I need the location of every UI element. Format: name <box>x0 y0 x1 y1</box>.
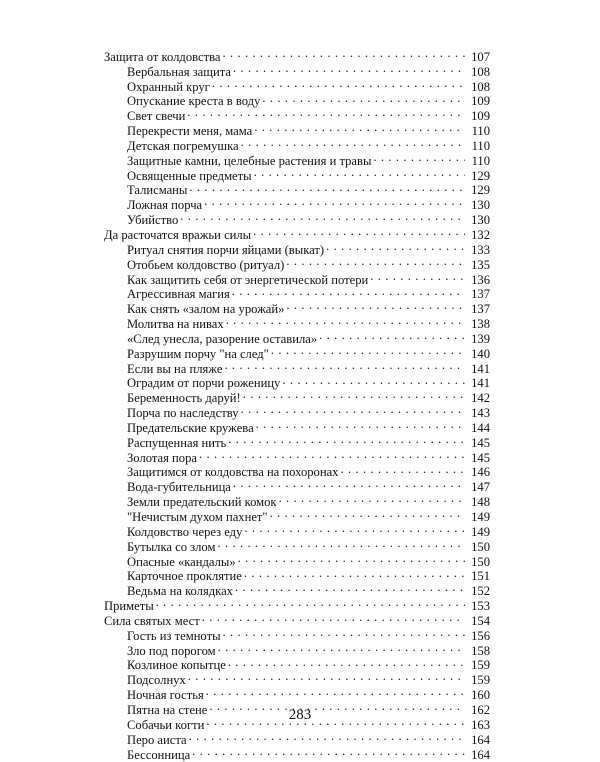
dot-leader <box>228 655 465 670</box>
toc-entry-page: 164 <box>465 748 490 762</box>
toc-entry-page: 150 <box>465 555 490 570</box>
toc-entry-title: Порча по наследству <box>127 406 241 421</box>
dot-leader <box>370 269 465 284</box>
dot-leader <box>156 595 465 610</box>
toc-entry-title: Опасные «кандалы» <box>127 555 238 570</box>
dot-leader <box>244 566 465 581</box>
toc-entry-page: 162 <box>465 703 490 718</box>
toc-entry-title: Отобьем колдовство (ритуал) <box>127 258 286 273</box>
toc-entry-page: 145 <box>465 436 490 451</box>
toc-entry-title: Как защитить себя от энергетической потери <box>127 273 370 288</box>
toc-entry-page: 139 <box>465 332 490 347</box>
toc-entry-title: Бутылка со злом <box>127 540 217 555</box>
toc-entry-title: Пятна на стене <box>127 703 209 718</box>
dot-leader <box>243 387 465 402</box>
dot-leader <box>204 194 465 209</box>
toc-entry-title: Защита от колдовства <box>104 50 222 65</box>
dot-leader <box>188 669 465 684</box>
toc-entry-title: Карточное проклятие <box>127 569 244 584</box>
toc-entry-page: 110 <box>465 154 490 169</box>
toc-entry-title: Да расточатся вражьи силы <box>104 228 253 243</box>
toc-entry-title: Молитва на нивах <box>127 317 226 332</box>
toc-entry-page: 140 <box>465 347 490 362</box>
dot-leader <box>218 640 465 655</box>
toc-entry-title: Золотая пора <box>127 451 199 466</box>
toc-entry-page: 148 <box>465 495 490 510</box>
toc-entry-page: 158 <box>465 644 490 659</box>
dot-leader <box>241 135 465 150</box>
toc-entry-page: 130 <box>465 213 490 228</box>
dot-leader <box>192 744 465 759</box>
dot-leader <box>279 491 465 506</box>
toc-entry-page: 135 <box>465 258 490 273</box>
dot-leader <box>233 61 465 76</box>
toc-entry-page: 137 <box>465 287 490 302</box>
dot-leader <box>286 254 465 269</box>
toc-entry-page: 129 <box>465 169 490 184</box>
toc-entry-page: 152 <box>465 584 490 599</box>
dot-leader <box>180 209 465 224</box>
dot-leader <box>340 462 465 477</box>
dot-leader <box>228 432 465 447</box>
dot-leader <box>212 76 465 91</box>
toc-entry-page: 132 <box>465 228 490 243</box>
toc-entry-title: Перекрести меня, мама <box>127 124 254 139</box>
toc-entry-title: Вода-губительница <box>127 480 233 495</box>
dot-leader <box>282 373 465 388</box>
dot-leader <box>226 313 465 328</box>
dot-leader <box>286 298 465 313</box>
dot-leader <box>254 120 465 135</box>
toc-entry-page: 110 <box>465 124 490 139</box>
toc-entry-title: Гость из темноты <box>127 629 223 644</box>
page-number: 283 <box>0 707 600 724</box>
dot-leader <box>233 476 465 491</box>
toc-entry-title: Сила святых мест <box>104 614 202 629</box>
dot-leader <box>256 417 465 432</box>
toc-entry-page: 109 <box>465 94 490 109</box>
toc-entry-page: 136 <box>465 273 490 288</box>
toc-entry-title: Ночная гостья <box>127 688 206 703</box>
toc-entry-page: 164 <box>465 733 490 748</box>
toc-entry-title: Свет свечи <box>127 109 187 124</box>
toc-entry-page: 153 <box>465 599 490 614</box>
toc-entry-title: Оградим от порчи роженицу <box>127 376 282 391</box>
dot-leader <box>238 551 465 566</box>
toc-entry-title: Разрушим порчу "на след" <box>127 347 271 362</box>
toc-section <box>104 46 490 61</box>
dot-leader <box>222 46 465 61</box>
toc-entry-title: Охранный круг <box>127 80 212 95</box>
toc-entry-page: 141 <box>465 376 490 391</box>
toc-entry-title: "Нечистым духом пахнет" <box>127 510 270 525</box>
dot-leader <box>187 105 465 120</box>
toc-entry-page: 146 <box>465 465 490 480</box>
dot-leader <box>271 343 465 358</box>
toc-entry-page: 107 <box>465 50 490 65</box>
toc-entry-page: 130 <box>465 198 490 213</box>
toc-entry-title: Талисманы <box>127 183 189 198</box>
toc-entry-title: Агрессивная магия <box>127 287 232 302</box>
toc-entry-title: Детская погремушка <box>127 139 241 154</box>
toc-entry-title: Собачьи когти <box>127 718 206 733</box>
dot-leader <box>189 180 465 195</box>
toc-entry-title: Беременность даруй! <box>127 391 243 406</box>
dot-leader <box>206 684 465 699</box>
toc-entry-title: Убийство <box>127 213 180 228</box>
dot-leader <box>244 521 465 536</box>
toc-entry-title: Перо аиста <box>127 733 189 748</box>
toc-entry-page: 156 <box>465 629 490 644</box>
toc-entry-title: Ложная порча <box>127 198 204 213</box>
dot-leader <box>224 358 465 373</box>
toc-entry-page: 138 <box>465 317 490 332</box>
toc-entry-title: «След унесла, разорение оставила» <box>127 332 319 347</box>
dot-leader <box>199 447 465 462</box>
toc-entry-title: Бессонница <box>127 748 192 762</box>
toc-entry-page: 154 <box>465 614 490 629</box>
toc-entry-page: 144 <box>465 421 490 436</box>
toc-entry-page: 108 <box>465 80 490 95</box>
toc-entry-page: 151 <box>465 569 490 584</box>
dot-leader <box>241 402 465 417</box>
toc-entry-page: 145 <box>465 451 490 466</box>
toc-entry-page: 160 <box>465 688 490 703</box>
toc-entry-title: Освященные предметы <box>127 169 254 184</box>
dot-leader <box>223 625 465 640</box>
toc-entry-title: Опускание креста в воду <box>127 94 262 109</box>
dot-leader <box>189 729 465 744</box>
toc-entry-page: 109 <box>465 109 490 124</box>
toc-section <box>104 595 490 610</box>
toc-entry-page: 150 <box>465 540 490 555</box>
toc-entry-title: Как снять «залом на урожай» <box>127 302 286 317</box>
toc-entry-page: 133 <box>465 243 490 258</box>
toc-entry-title: Предательские кружева <box>127 421 256 436</box>
toc-entry-title: Зло под порогом <box>127 644 218 659</box>
toc-entry-page: 110 <box>465 139 490 154</box>
toc-entry-page: 159 <box>465 673 490 688</box>
toc-entry-page: 108 <box>465 65 490 80</box>
dot-leader <box>232 284 465 299</box>
toc-entry-page: 142 <box>465 391 490 406</box>
toc-section <box>104 610 490 625</box>
toc-entry-page: 159 <box>465 658 490 673</box>
toc-entry-title: Земли предательский комок <box>127 495 279 510</box>
toc-entry-title: Ведьма на колядках <box>127 584 235 599</box>
dot-leader <box>319 328 465 343</box>
dot-leader <box>217 536 465 551</box>
toc-entry-title: Если вы на пляже <box>127 362 224 377</box>
dot-leader <box>254 165 465 180</box>
toc-entry-page: 149 <box>465 510 490 525</box>
toc-entry-page: 141 <box>465 362 490 377</box>
toc-entry-page: 147 <box>465 480 490 495</box>
toc-entry-title: Ритуал снятия порчи яйцами (выкат) <box>127 243 326 258</box>
dot-leader <box>262 91 465 106</box>
toc-entry-page: 129 <box>465 183 490 198</box>
toc-entry-page: 143 <box>465 406 490 421</box>
dot-leader <box>326 239 465 254</box>
toc-entry-title: Вербальная защита <box>127 65 233 80</box>
toc-entry-title: Козлиное копытце <box>127 658 228 673</box>
dot-leader <box>235 580 465 595</box>
toc-entry-title: Колдовство через еду <box>127 525 244 540</box>
dot-leader <box>253 224 465 239</box>
toc-entry-title: Распущенная нить <box>127 436 228 451</box>
table-of-contents <box>104 46 490 759</box>
toc-entry-title: Подсолнух <box>127 673 188 688</box>
toc-entry-page: 163 <box>465 718 490 733</box>
toc-entry-title: Приметы <box>104 599 156 614</box>
toc-entry-title: Защитные камни, целебные растения и травы <box>127 154 373 169</box>
dot-leader <box>373 150 465 165</box>
toc-entry-title: Защитимся от колдовства на похоронах <box>127 465 340 480</box>
toc-entry-page: 137 <box>465 302 490 317</box>
dot-leader <box>270 506 465 521</box>
dot-leader <box>202 610 465 625</box>
toc-entry-page: 149 <box>465 525 490 540</box>
